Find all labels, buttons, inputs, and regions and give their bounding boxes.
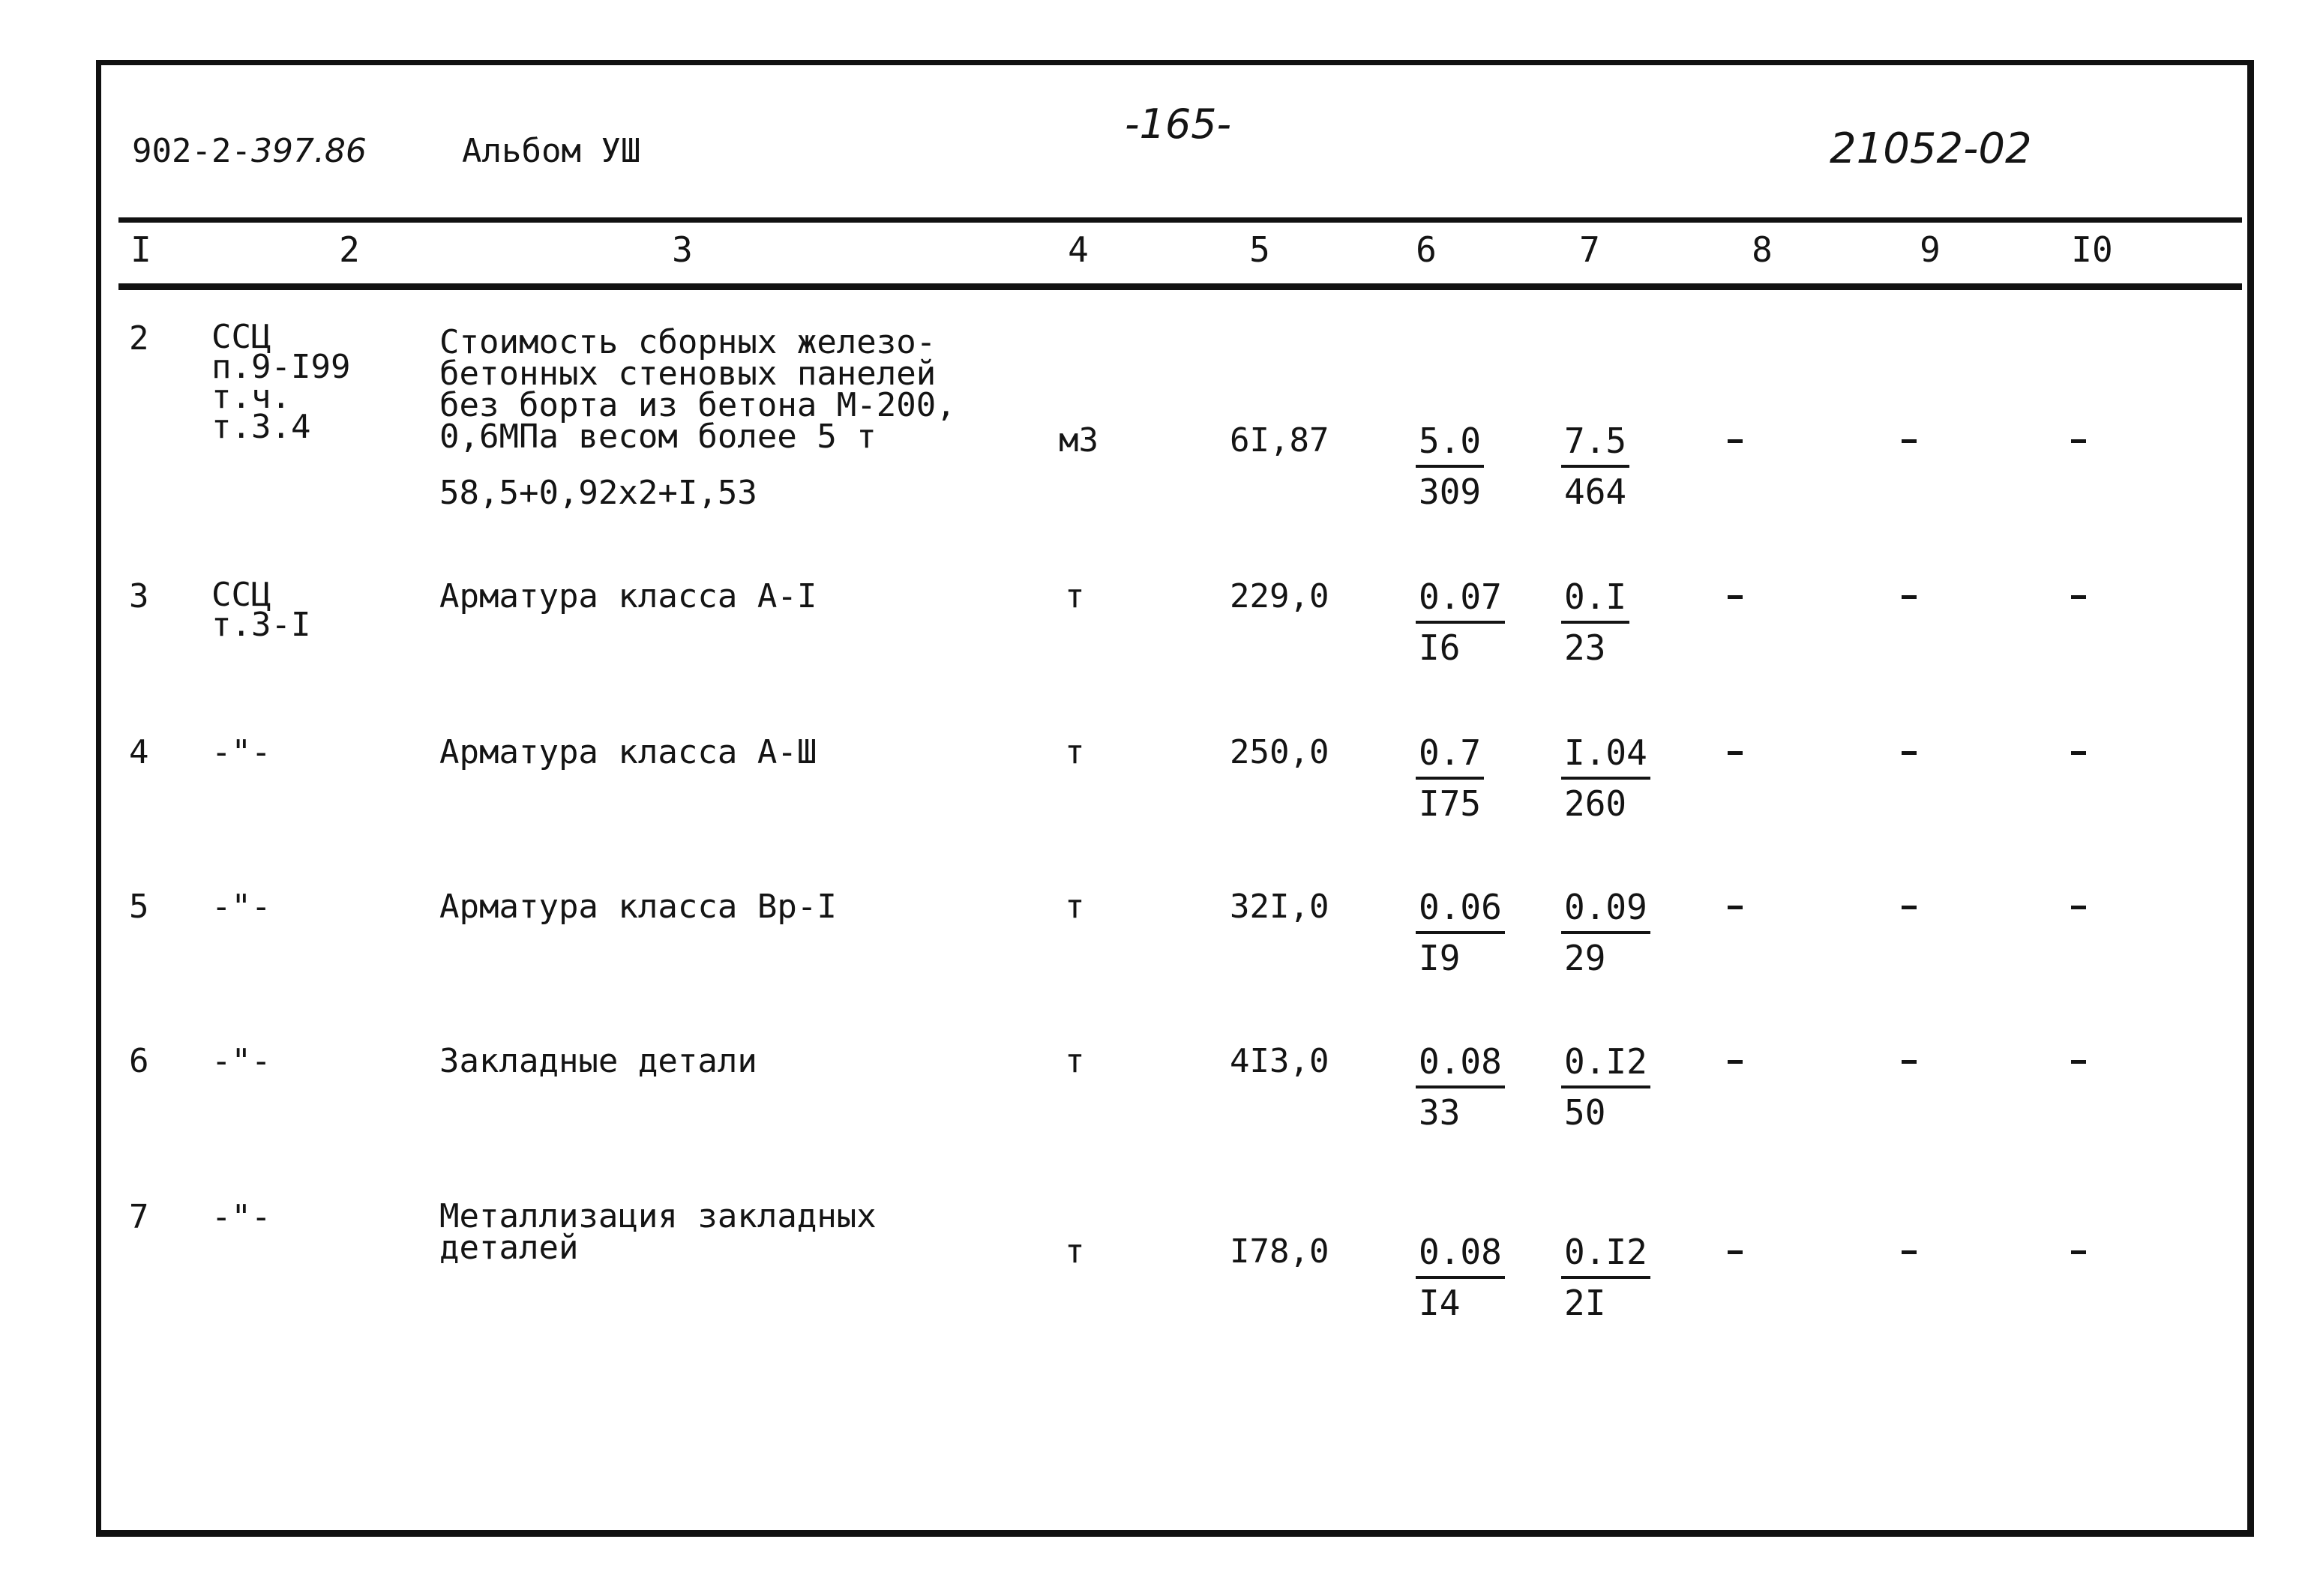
row-reference: -"-	[211, 1042, 271, 1080]
col6-amount: 33	[1419, 1092, 1461, 1133]
row-unit: т	[1065, 1232, 1085, 1271]
col8-dash	[1728, 595, 1743, 599]
row-reference: ССЦ т.3-I	[211, 576, 311, 644]
col-header-6: 6	[1416, 229, 1437, 270]
row-name: Закладные детали	[439, 1042, 757, 1080]
col6-norm: 0.06	[1416, 883, 1505, 934]
row-col6	[1416, 883, 1505, 982]
row-reference: -"-	[211, 888, 271, 926]
col7-amount: 23	[1564, 627, 1606, 668]
col6-norm: 0.08	[1416, 1038, 1505, 1088]
page-number: -165-	[1125, 100, 1232, 148]
row-number: 4	[129, 733, 149, 771]
col7-amount: 29	[1564, 938, 1606, 978]
row-price: 229,0	[1230, 577, 1329, 615]
row-price: 32I,0	[1230, 888, 1329, 926]
doc-number-prefix: 902-2-	[132, 132, 251, 170]
row-col7	[1561, 573, 1629, 672]
row-unit: т	[1065, 1042, 1085, 1080]
page-frame	[96, 60, 2254, 1537]
col9-dash	[1902, 439, 1917, 443]
album-label: Альбом УШ	[462, 132, 641, 170]
header-rule-top	[118, 217, 2242, 223]
col9-dash	[1902, 595, 1917, 599]
col7-norm: 0.I2	[1561, 1228, 1650, 1279]
col6-norm: 0.08	[1416, 1228, 1505, 1279]
doc-number	[132, 132, 367, 170]
row-number: 3	[129, 577, 149, 615]
col-header-1: I	[130, 229, 151, 270]
row-number: 2	[129, 319, 149, 358]
col-header-8: 8	[1752, 229, 1773, 270]
row-col6	[1416, 1038, 1505, 1136]
col9-dash	[1902, 751, 1917, 755]
col10-dash	[2071, 1060, 2086, 1064]
col-header-3: 3	[672, 229, 693, 270]
col6-amount: I75	[1419, 783, 1482, 824]
col-header-7: 7	[1579, 229, 1600, 270]
row-col7	[1561, 1038, 1650, 1136]
col8-dash	[1728, 1250, 1743, 1254]
col6-amount: I9	[1419, 938, 1461, 978]
col8-dash	[1728, 1060, 1743, 1064]
row-unit: м3	[1059, 421, 1099, 460]
col-header-2: 2	[339, 229, 360, 270]
col10-dash	[2071, 751, 2086, 755]
row-price: 4I3,0	[1230, 1042, 1329, 1080]
col9-dash	[1902, 906, 1917, 909]
row-col6	[1416, 417, 1484, 516]
col-header-4: 4	[1068, 229, 1089, 270]
row-col6	[1416, 1228, 1505, 1327]
col9-dash	[1902, 1060, 1917, 1064]
col7-amount: 260	[1564, 783, 1627, 824]
col6-norm: 5.0	[1416, 417, 1484, 468]
row-name: Арматура класса Вр-I	[439, 888, 837, 926]
col10-dash	[2071, 595, 2086, 599]
col8-dash	[1728, 751, 1743, 755]
row-number: 7	[129, 1198, 149, 1236]
row-reference: ССЦ п.9-I99 т.ч. т.3.4	[211, 318, 351, 446]
col6-amount: I4	[1419, 1283, 1461, 1323]
col6-amount: 309	[1419, 472, 1482, 512]
sheet-code: 21052-02	[1830, 124, 2032, 173]
col7-amount: 2I	[1564, 1283, 1606, 1323]
col10-dash	[2071, 439, 2086, 443]
row-col6	[1416, 729, 1484, 828]
col-header-5: 5	[1249, 229, 1270, 270]
col7-norm: 7.5	[1561, 417, 1629, 468]
col7-norm: I.04	[1561, 729, 1650, 780]
row-col7	[1561, 729, 1650, 828]
col7-norm: 0.I	[1561, 573, 1629, 624]
row-col7	[1561, 883, 1650, 982]
col7-amount: 464	[1564, 472, 1627, 512]
row-price: I78,0	[1230, 1232, 1329, 1271]
row-reference: -"-	[211, 1198, 271, 1236]
col7-norm: 0.09	[1561, 883, 1650, 934]
row-reference: -"-	[211, 733, 271, 771]
col7-amount: 50	[1564, 1092, 1606, 1133]
col8-dash	[1728, 439, 1743, 443]
col6-amount: I6	[1419, 627, 1461, 668]
row-formula: 58,5+0,92х2+I,53	[439, 474, 757, 512]
col10-dash	[2071, 906, 2086, 909]
row-number: 5	[129, 888, 149, 926]
row-name: Стоимость сборных железо- бетонных стеновых панелей без борта из бетона М-200, 0,6МПа весом более 5 т	[439, 323, 956, 456]
col-header-10: I0	[2071, 229, 2113, 270]
col7-norm: 0.I2	[1561, 1038, 1650, 1088]
row-unit: т	[1065, 888, 1085, 926]
col9-dash	[1902, 1250, 1917, 1254]
col6-norm: 0.7	[1416, 729, 1484, 780]
header-rule-bottom	[118, 283, 2242, 290]
col8-dash	[1728, 906, 1743, 909]
row-name: Арматура класса А-I	[439, 577, 817, 615]
row-name: Металлизация закладных деталей	[439, 1197, 877, 1267]
row-number: 6	[129, 1042, 149, 1080]
col10-dash	[2071, 1250, 2086, 1254]
row-price: 250,0	[1230, 733, 1329, 771]
row-unit: т	[1065, 733, 1085, 771]
col6-norm: 0.07	[1416, 573, 1505, 624]
row-col7	[1561, 1228, 1650, 1327]
doc-number-handwritten: 397.86	[250, 132, 367, 170]
row-price: 6I,87	[1230, 421, 1329, 460]
row-unit: т	[1065, 577, 1085, 615]
row-col6	[1416, 573, 1505, 672]
row-col7	[1561, 417, 1629, 516]
row-name: Арматура класса А-Ш	[439, 733, 817, 771]
col-header-9: 9	[1920, 229, 1941, 270]
